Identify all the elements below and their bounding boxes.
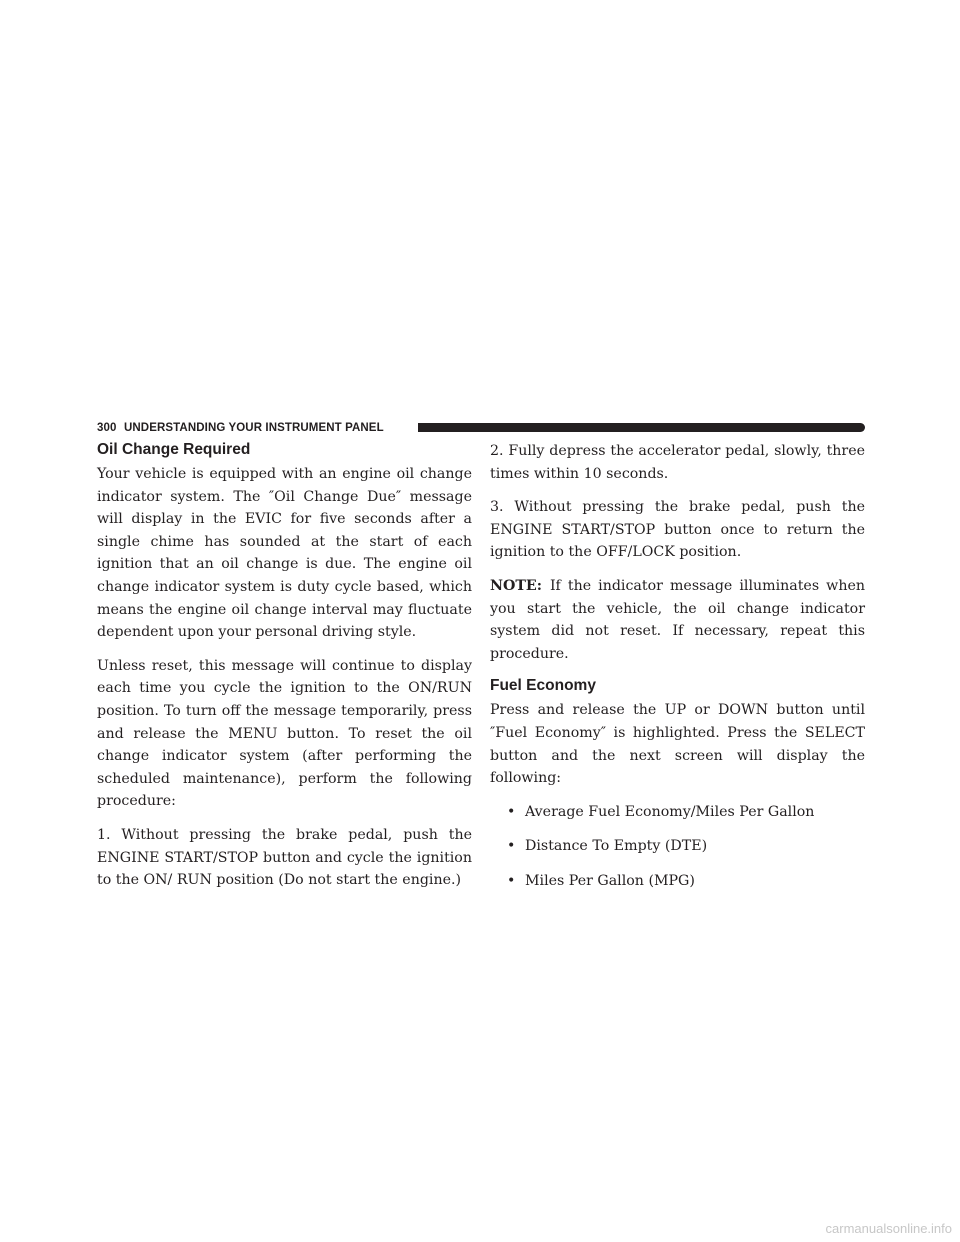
oil-change-heading: Oil Change Required — [97, 441, 251, 458]
fuel-economy-heading: Fuel Economy — [490, 677, 596, 695]
bullet-icon: • — [507, 838, 516, 855]
step-1: 1. Without pressing the brake pedal, push the ENGINE START/STOP button and cycle the ignition to the ON/ RUN position (Do not start the engine.) — [97, 826, 472, 889]
list-item: • Distance To Empty (DTE) — [507, 835, 865, 858]
right-column — [490, 440, 865, 905]
list-item: • Miles Per Gallon (MPG) — [507, 870, 865, 893]
step-2: 2. Fully depress the accelerator pedal, slowly, three times within 10 seconds. — [490, 443, 865, 482]
note-text: If the indicator message illuminates when you start the vehicle, the oil change indicator system did not reset. If necessary, repeat this procedure. — [490, 577, 865, 662]
bullet-icon: • — [507, 803, 516, 820]
list-item: • Average Fuel Economy/Miles Per Gallon — [507, 801, 865, 824]
left-column — [97, 440, 472, 903]
bullet-icon: • — [507, 872, 516, 889]
paragraph-reset-info: Unless reset, this message will continue to display each time you cycle the ignition to the ON/RUN position. To turn off the message temporarily, press and release the MENU button. To reset the oil change indicator system (after performing the scheduled maintenance), perform the following procedure: — [97, 657, 472, 810]
fuel-economy-list — [507, 801, 865, 893]
paragraph-oil-indicator: Your vehicle is equipped with an engine oil change indicator system. The ″Oil Change Due″ message will display in the EVIC for five seconds after a single chime has sounded at the start of each ignition that an oil change is due. The engine oil change indicator system is duty cycle based, which means the engine oil change interval may fluctuate dependent upon your personal driving style. — [97, 466, 472, 641]
header-rule — [418, 423, 865, 432]
page-number: 300 — [97, 422, 117, 434]
page-header — [97, 421, 865, 435]
step-3: 3. Without pressing the brake pedal, push the ENGINE START/STOP button once to return the ignition to the OFF/LOCK position. — [490, 499, 865, 561]
section-title: UNDERSTANDING YOUR INSTRUMENT PANEL — [124, 422, 384, 434]
note — [490, 575, 865, 665]
fuel-economy-intro: Press and release the UP or DOWN button until ″Fuel Economy″ is highlighted. Press the SELECT button and the next screen will display the following: — [490, 702, 865, 787]
note-label: NOTE: — [490, 577, 542, 594]
watermark: carmanualsonline.info — [825, 1221, 952, 1236]
